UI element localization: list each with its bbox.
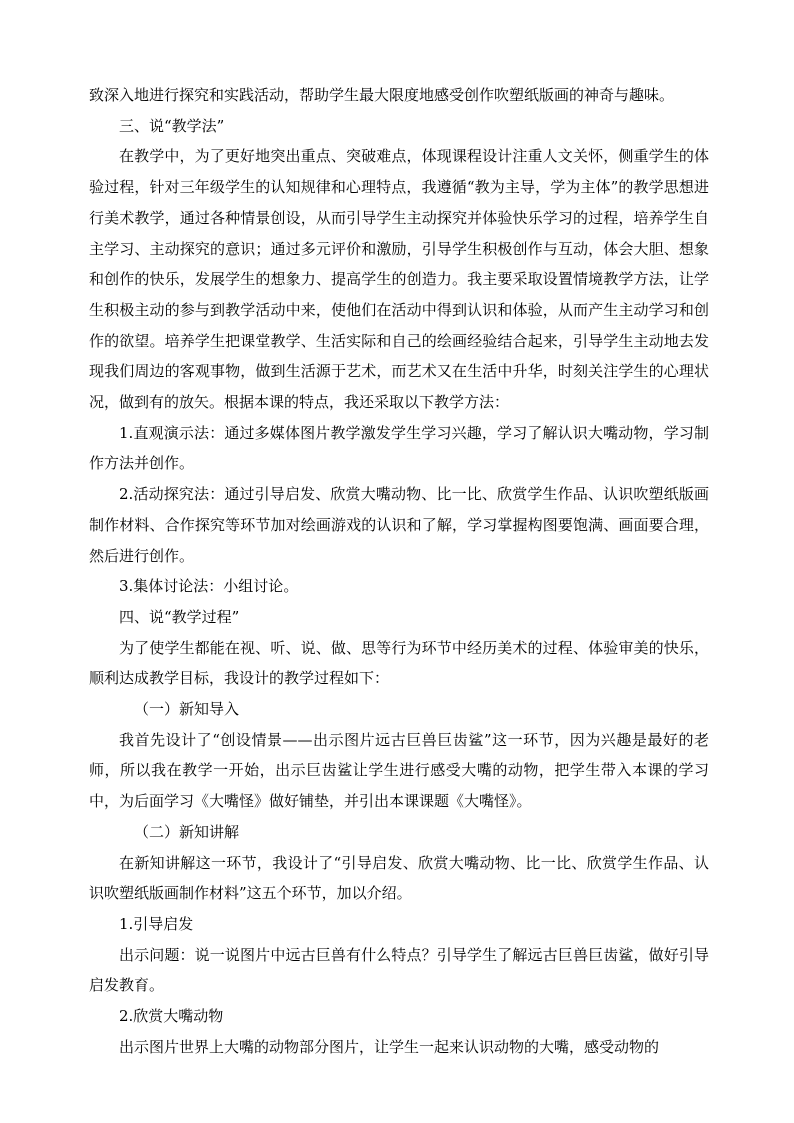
document-body bbox=[89, 80, 709, 1063]
subsection-heading-intro: （一）新知导入 bbox=[134, 700, 240, 719]
paragraph-explanation: 在新知讲解这一环节，我设计了“引导启发、欣赏大嘴动物、比一比、欣赏学生作品、认识吹塑纸版画制作材料”这五个环节，加以介绍。 bbox=[89, 853, 709, 903]
paragraph-intro: 我首先设计了“创设情景——出示图片远古巨兽巨齿鲨”这一环节，因为兴趣是最好的老师，所以我在教学一开始，出示巨齿鲨让学生进行感受大嘴的动物，把学生带入本课的学习中，为后面学习《大嘴怪》做好铺垫，并引出本课课题《大嘴怪》。 bbox=[89, 730, 709, 811]
paragraph-teaching-process-intro: 为了使学生都能在视、听、说、做、思等行为环节中经历美术的过程、体验审美的快乐，顺利达成教学目标，我设计的教学过程如下： bbox=[89, 638, 709, 688]
section-heading-teaching-process: 四、说“教学过程” bbox=[119, 607, 240, 626]
list-heading-appreciate: 2.欣赏大嘴动物 bbox=[119, 1007, 224, 1026]
list-item-method-2: 2.活动探究法：通过引导启发、欣赏大嘴动物、比一比、欣赏学生作品、认识吹塑纸版画制作材料、合作探究等环节加对绘画游戏的认识和了解，学习掌握构图要饱满、画面要合理，然后进行创作。 bbox=[89, 485, 709, 565]
paragraph-appreciate: 出示图片世界上大嘴的动物部分图片，让学生一起来认识动物的大嘴，感受动物的 bbox=[119, 1037, 660, 1056]
section-heading-teaching-method: 三、说“教学法” bbox=[119, 116, 225, 135]
paragraph-continuation: 致深入地进行探究和实践活动，帮助学生最大限度地感受创作吹塑纸版画的神奇与趣味。 bbox=[89, 86, 675, 104]
paragraph-guide: 出示问题：说一说图片中远古巨兽有什么特点？引导学生了解远古巨兽巨齿鲨，做好引导启发教育。 bbox=[89, 945, 709, 995]
list-item-method-1: 1.直观演示法：通过多媒体图片教学激发学生学习兴趣，学习了解认识大嘴动物，学习制作方法并创作。 bbox=[89, 423, 709, 473]
paragraph-teaching-method: 在教学中，为了更好地突出重点、突破难点，体现课程设计注重人文关怀，侧重学生的体验过程，针对三年级学生的认知规律和心理特点，我遵循“教为主导，学为主体”的教学思想进行美术教学，通过各种情景创设，从而引导学生主动探究并体验快乐学习的过程，培养学生自主学习、主动探究的意识；通过多元评价和激励，引导学生积极创作与互动，体会大胆、想象和创作的快乐，发展学生的想象力、提高学生的创造力。我主要采取设置情境教学方法，让学生积极主动的参与到教学活动中来，使他们在活动中得到认识和体验，从而产生主动学习和创作的欲望。培养学生把课堂教学、生活实际和自己的绘画经验结合起来，引导学生主动地去发现我们周边的客观事物，做到生活源于艺术，而艺术又在生活中升华，时刻关注学生的心理状况，做到有的放矢。根据本课的特点，我还采取以下教学方法： bbox=[89, 147, 709, 412]
list-heading-guide: 1.引导启发 bbox=[119, 914, 194, 933]
list-item-method-3: 3.集体讨论法：小组讨论。 bbox=[119, 577, 299, 596]
subsection-heading-explanation: （二）新知讲解 bbox=[134, 822, 240, 841]
